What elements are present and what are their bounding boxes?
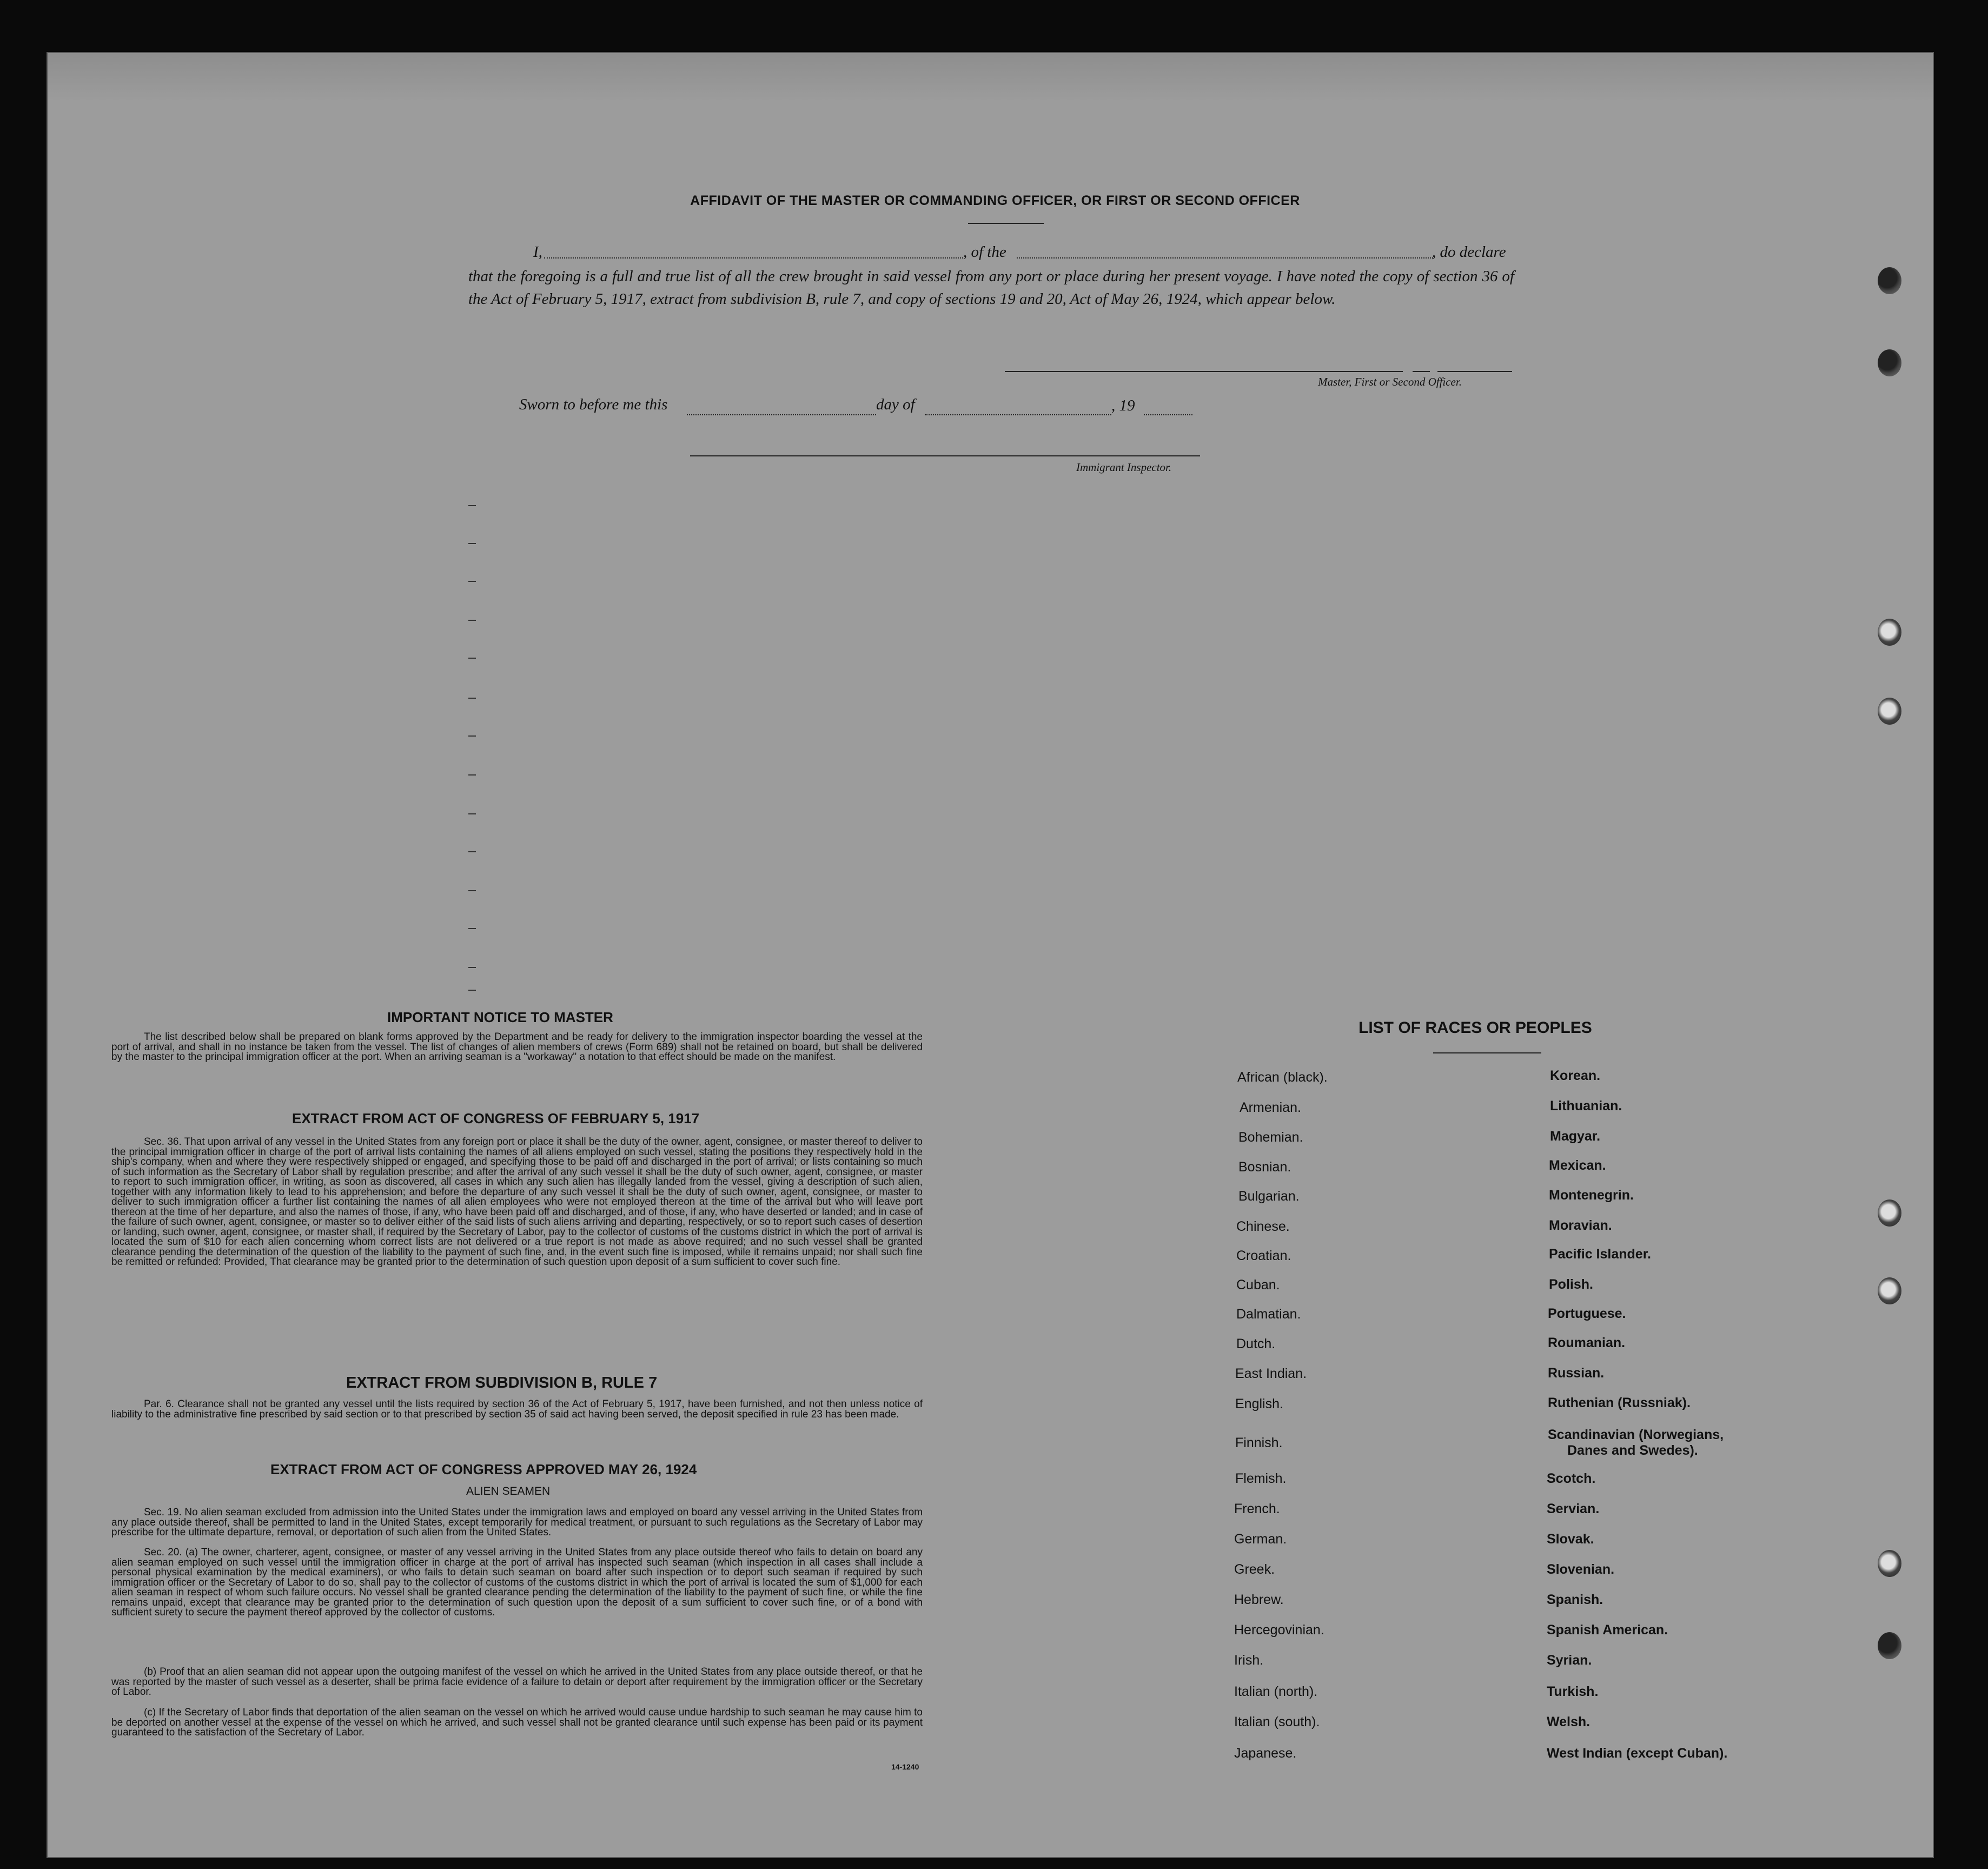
race-right-item: Lithuanian. [1550, 1098, 1622, 1114]
inspector-label: Immigrant Inspector. [1076, 461, 1172, 474]
race-left-item: Armenian. [1240, 1100, 1301, 1115]
race-right-item: Slovak. [1547, 1532, 1594, 1547]
master-label: Master, First or Second Officer. [1318, 375, 1462, 388]
race-right-item: Servian. [1547, 1501, 1600, 1516]
race-left-item: Irish. [1234, 1653, 1264, 1668]
form-number: 14-1240 [891, 1762, 919, 1771]
race-left-item: Cuban. [1236, 1277, 1280, 1293]
sworn-label: Sworn to before me this [519, 396, 668, 413]
punch-hole [1878, 1632, 1901, 1659]
race-right-item: Danes and Swedes). [1567, 1443, 1698, 1458]
race-right-item: Polish. [1549, 1277, 1593, 1292]
race-left-item: Croatian. [1236, 1248, 1291, 1263]
extract-1924-title: EXTRACT FROM ACT OF CONGRESS APPROVED MAY 26, 1924 [270, 1461, 697, 1477]
name-blank-line [544, 257, 963, 259]
extract-1917-text: Sec. 36. That upon arrival of any vessel in the United States from any foreign port or place it shall be the duty of the owner, agent, consignee, or master thereof to deliver to the principal immigration officer in charge of the port of arrival lists containing the names of all aliens employed on such vessel, stating the positions they respectively hold in the ship's company, when and where they were respectively shipped or engaged, and specifying those to be paid off and discharged in the port of arrival; or lists containing so much of such information as the Secretary of Labor shall by regulation prescribe; and after the arrival of any such vessel it shall be the duty of such owner, agent, consignee, or master to report to such immigration officer, in writing, as soon as discovered, all cases in which any such alien has illegally landed from the vessel, giving a description of such alien, together with any information likely to lead to his apprehension; and before the departure of any such vessel it shall be the duty of such owner, agent, consignee, or master to deliver to such immigration officer a further list containing the names of all alien employees who were not employed thereon at the time of the arrival but who will leave port thereon at the time of her departure, and also the names of those, if any, who have been paid off and discharged, and of those, if any, who have deserted or landed; and in case of the failure of such owner, agent, consignee, or master so to deliver either of the said lists of such aliens arriving and departing, respectively, or so to report such cases of desertion or landing, such owner, agent, consignee, or master shall, if required by the Secretary of Labor, pay to the collector of customs of the customs district in which the port of arrival is located the sum of $10 for each alien concerning whom correct lists are not delivered or a true report is not made as above required; and no such vessel shall be granted clearance pending the determination of the question of the liability to the payment of such fine, and, in the event such fine is imposed, while it remains unpaid; nor shall such fine be remitted or refunded: Provided, That clearance may be granted prior to the determination of such question upon deposit of a sum sufficient to cover such fine. [111, 1136, 923, 1268]
race-left-item: Finnish. [1235, 1435, 1283, 1450]
race-right-item: Spanish American. [1547, 1622, 1668, 1638]
alien-seamen-subtitle: ALIEN SEAMEN [466, 1485, 551, 1497]
race-right-item: Mexican. [1549, 1158, 1606, 1173]
sec19-text: Sec. 19. No alien seaman excluded from admission into the United States under the immigration laws and employed on board any vessel arriving in the United States from any place outside thereof, shall be permitted to land in the United States, except temporarily for medical treatment, or pursuant to such regulations as the Secretary of Labor may prescribe for the ultimate departure, removal, or deportation of such alien from the United States. [111, 1507, 923, 1538]
race-left-item: German. [1234, 1532, 1287, 1547]
title-underline [968, 223, 1044, 224]
race-right-item: Ruthenian (Russniak). [1548, 1395, 1691, 1410]
rule7-title: EXTRACT FROM SUBDIVISION B, RULE 7 [346, 1374, 658, 1391]
race-right-item: Portuguese. [1548, 1306, 1626, 1321]
race-right-item: Moravian. [1549, 1218, 1612, 1233]
race-right-item: Welsh. [1547, 1714, 1591, 1729]
races-title-underline [1433, 1052, 1541, 1053]
punch-hole [1878, 698, 1901, 725]
notice-title: IMPORTANT NOTICE TO MASTER [387, 1009, 613, 1025]
race-left-item: East Indian. [1235, 1366, 1307, 1381]
race-right-item: Slovenian. [1547, 1562, 1615, 1577]
race-left-item: Flemish. [1235, 1471, 1287, 1486]
race-left-item: Greek. [1234, 1562, 1275, 1577]
race-right-item: Korean. [1550, 1068, 1601, 1083]
vessel-blank-line [1017, 257, 1433, 259]
margin-mark [468, 735, 476, 737]
race-right-item: Scotch. [1547, 1471, 1596, 1486]
race-left-item: Bohemian. [1238, 1130, 1303, 1145]
sec20a-text: Sec. 20. (a) The owner, charterer, agent, consignee, or master of any vessel arriving in the United States from any place outside thereof who fails to detain on board any alien seaman employed on such vessel until the immigration officer in charge at the port of arrival has inspected such seaman (which inspection in all cases shall include a personal physical examination by the medical examiners), or who fails to detain such seaman on board after such inspection or to deport such seaman if required by such immigration officer or the Secretary of Labor to do so, shall pay to the collector of customs of the customs district in which the port of arrival is located the sum of $1,000 for each alien seaman in respect of whom such failure occurs. No vessel shall be granted clearance pending the determination of the liability to the payment of such fine, or while the fine remains unpaid, except that clearance may be granted prior to the determination of such question upon the deposit of a sum sufficient to cover such fine, or of a bond with sufficient surety to secure the payment thereof approved by the collector of customs. [111, 1547, 923, 1618]
race-right-item: West Indian (except Cuban). [1547, 1746, 1728, 1761]
race-right-item: Spanish. [1547, 1592, 1603, 1607]
margin-mark [468, 698, 476, 699]
affidavit-i-label: I, [533, 243, 542, 261]
margin-mark [468, 967, 476, 968]
race-right-item: Syrian. [1547, 1653, 1592, 1668]
margin-mark [468, 658, 476, 659]
race-left-item: Dutch. [1236, 1336, 1276, 1351]
master-signature-line-3 [1437, 371, 1512, 372]
master-signature-line [1005, 371, 1403, 372]
races-title: LIST OF RACES OR PEOPLES [1359, 1019, 1592, 1037]
affidavit-declare-label: , do declare [1432, 243, 1506, 261]
race-left-item: English. [1235, 1396, 1283, 1411]
race-left-item: Italian (south). [1234, 1714, 1320, 1729]
margin-mark [468, 774, 476, 776]
sec20c-text: (c) If the Secretary of Labor finds that deportation of the alien seaman on the vessel on which he arrived would cause undue hardship to such seaman he may cause him to be deported on another vessel at the expense of the vessel on which he arrived, and such vessel shall not be granted clearance until such expense has been paid or its payment guaranteed to the satisfaction of the Secretary of Labor. [111, 1707, 923, 1738]
race-right-item: Montenegrin. [1549, 1188, 1634, 1203]
punch-hole [1878, 1199, 1901, 1227]
notice-text: The list described below shall be prepared on blank forms approved by the Department and be ready for delivery to the immigration inspector boarding the vessel at the port of arrival, and shall in no instance be taken from the vessel. The list of changes of alien members of crews (Form 689) shall not be retained on board, but shall be delivered by the master to the principal immigration officer at the port. When an arriving seaman is a "workaway" a notation to that effect should be made on the manifest. [111, 1031, 923, 1063]
inspector-signature-line [690, 455, 1200, 456]
punch-hole [1878, 267, 1901, 294]
race-right-item: Pacific Islander. [1549, 1247, 1651, 1262]
race-left-item: Japanese. [1234, 1746, 1297, 1761]
punch-hole [1878, 1277, 1901, 1304]
race-right-item: Russian. [1548, 1366, 1605, 1381]
extract-1917-title: EXTRACT FROM ACT OF CONGRESS OF FEBRUARY 5, 1917 [292, 1110, 700, 1126]
race-left-item: Dalmatian. [1236, 1307, 1301, 1322]
race-left-item: Italian (north). [1234, 1684, 1318, 1699]
punch-hole [1878, 349, 1901, 376]
race-left-item: Bulgarian. [1238, 1189, 1300, 1204]
year-line [1144, 414, 1192, 415]
margin-mark [468, 543, 476, 544]
race-left-item: Hebrew. [1234, 1592, 1284, 1607]
race-left-item: African (black). [1237, 1070, 1328, 1085]
affidavit-of-label: , of the [963, 243, 1006, 261]
affidavit-body: that the foregoing is a full and true list of all the crew brought in said vessel from any port or place during her present voyage. I have noted the copy of section 36 of the Act of February 5, 1917, extract from subdivision B, rule 7, and copy of sections 19 and 20, Act of May 26, 1924, which appear below. [468, 268, 1514, 308]
margin-mark [468, 581, 476, 582]
year-prefix: , 19 [1111, 397, 1135, 414]
margin-mark [468, 990, 476, 991]
day-of-label: day of [876, 396, 915, 413]
race-left-item: Hercegovinian. [1234, 1622, 1324, 1638]
margin-mark [468, 890, 476, 891]
race-right-item: Scandinavian (Norwegians, [1548, 1427, 1724, 1442]
margin-mark [468, 813, 476, 814]
margin-mark [468, 620, 476, 621]
master-signature-line-2 [1413, 371, 1430, 372]
race-left-item: French. [1234, 1501, 1280, 1516]
rule7-text: Par. 6. Clearance shall not be granted any vessel until the lists required by section 36 of the Act of February 5, 1917, have been furnished, and not then unless notice of liability to the administrative fine prescribed by said section or to that prescribed by section 35 of said act having been served, the deposit specified in rule 23 has been made. [111, 1399, 923, 1420]
margin-mark [468, 505, 476, 506]
race-right-item: Turkish. [1547, 1684, 1599, 1699]
race-right-item: Roumanian. [1548, 1335, 1626, 1350]
race-right-item: Magyar. [1550, 1129, 1601, 1144]
sworn-month-line [925, 414, 1111, 415]
affidavit-title: AFFIDAVIT OF THE MASTER OR COMMANDING OFFICER, OR FIRST OR SECOND OFFICER [690, 193, 1300, 208]
punch-hole [1878, 619, 1901, 646]
sworn-day-line [687, 414, 876, 415]
sec20b-text: (b) Proof that an alien seaman did not appear upon the outgoing manifest of the vessel on which he arrived in the United States from any place outside thereof, or that he was reported by the master of such vessel as a deserter, shall be prima facie evidence of a failure to detain or deport after requirement by the immigration officer or the Secretary of Labor. [111, 1666, 923, 1698]
race-left-item: Chinese. [1236, 1219, 1290, 1234]
race-left-item: Bosnian. [1238, 1159, 1291, 1175]
punch-hole [1878, 1550, 1901, 1577]
margin-mark [468, 928, 476, 929]
margin-mark [468, 851, 476, 852]
